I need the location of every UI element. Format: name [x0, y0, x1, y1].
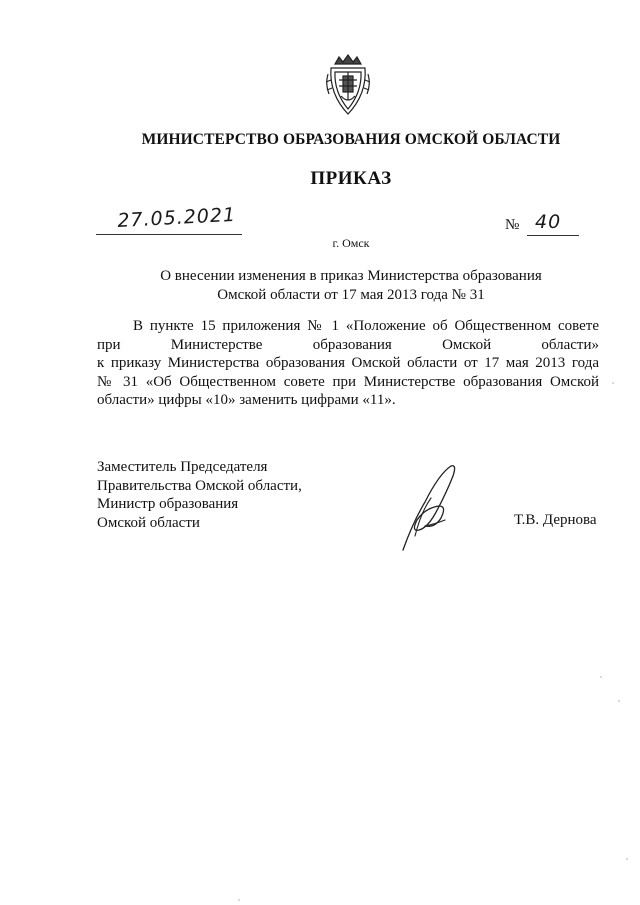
signer-position: [97, 458, 302, 532]
ministry-title: МИНИСТЕРСТВО ОБРАЗОВАНИЯ ОМСКОЙ ОБЛАСТИ: [141, 131, 561, 148]
body-line-1: В пункте 15 приложения № 1 «Положение об Общественном совете: [133, 318, 599, 334]
signer-name: Т.В. Дернова: [514, 512, 597, 528]
handwritten-date: 27.05.2021: [116, 203, 237, 232]
subject-line-1: О внесении изменения в приказ Министерства образования: [160, 268, 542, 284]
body-line-4: № 31 «Об Общественном совете при Министерстве образования Омской: [97, 373, 599, 390]
body-line-5: области» цифры «10» заменить цифрами «11».: [97, 392, 396, 408]
order-body: [97, 317, 599, 410]
date-underline: [96, 234, 242, 235]
scan-speck: [618, 700, 620, 702]
scan-speck: [238, 899, 240, 901]
signer-title-line-2: Правительства Омской области,: [97, 477, 302, 494]
body-line-2: при Министерстве образования Омской области»: [97, 336, 599, 353]
city-label: г. Омск: [332, 236, 370, 250]
signer-title-line-1: Заместитель Председателя: [97, 459, 268, 475]
signer-title-line-4: Омской области: [97, 514, 200, 531]
scan-speck: [600, 676, 602, 678]
order-subject: [0, 267, 640, 304]
body-line-3: к приказу Министерства образования Омской области от 17 мая 2013 года: [97, 355, 599, 371]
signer-title-line-3: Министр образования: [97, 496, 239, 512]
scan-speck: [612, 382, 614, 384]
handwritten-number: 40: [535, 211, 562, 233]
document-type-title: ПРИКАЗ: [310, 168, 392, 189]
omsk-coat-of-arms-icon: [323, 54, 373, 116]
subject-line-2: Омской области от 17 мая 2013 года № 31: [217, 286, 485, 303]
handwritten-signature-icon: [395, 462, 467, 552]
scan-speck: [626, 858, 628, 860]
number-label: №: [505, 217, 520, 233]
